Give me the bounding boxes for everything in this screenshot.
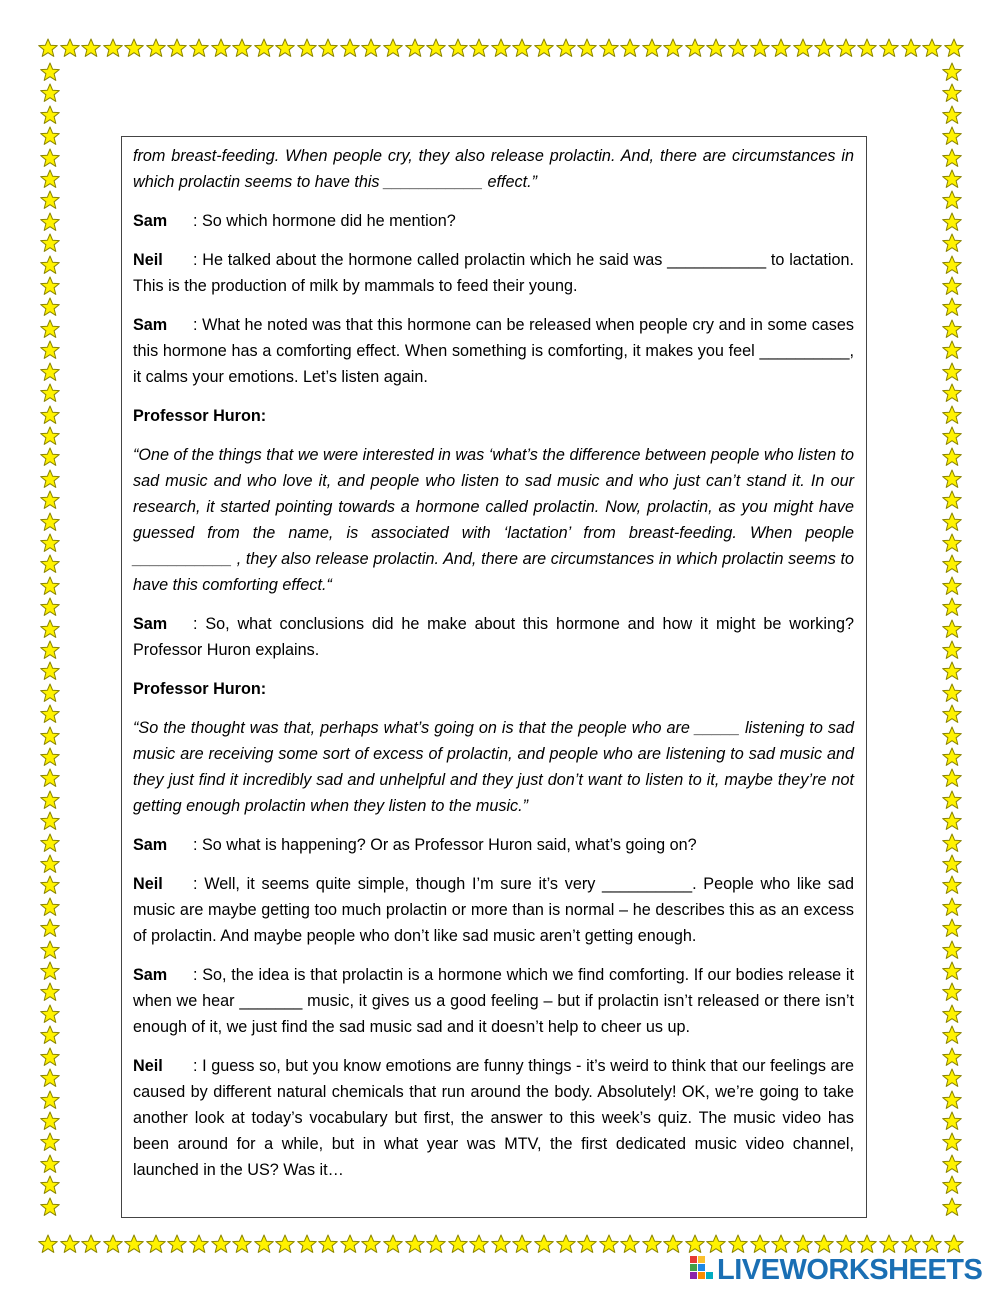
star-icon xyxy=(40,212,60,232)
star-icon xyxy=(942,426,962,446)
speaker-name: Sam xyxy=(133,212,168,230)
star-icon xyxy=(40,426,60,446)
star-border-top xyxy=(38,36,964,60)
star-icon xyxy=(942,490,962,510)
star-icon xyxy=(728,1234,748,1254)
star-icon xyxy=(40,597,60,617)
speaker-heading: Professor Huron: xyxy=(133,407,267,425)
liveworksheets-logo-icon xyxy=(690,1256,714,1284)
star-icon xyxy=(942,875,962,895)
star-icon xyxy=(942,640,962,660)
star-icon xyxy=(942,1068,962,1088)
star-icon xyxy=(556,1234,576,1254)
star-icon xyxy=(642,38,662,58)
star-icon xyxy=(275,38,295,58)
star-icon xyxy=(40,1154,60,1174)
worksheet-text xyxy=(133,143,854,1196)
star-icon xyxy=(857,38,877,58)
star-icon xyxy=(577,1234,597,1254)
star-icon xyxy=(297,1234,317,1254)
star-icon xyxy=(942,704,962,724)
star-icon xyxy=(942,1154,962,1174)
star-icon xyxy=(599,38,619,58)
star-icon xyxy=(40,1047,60,1067)
star-icon xyxy=(942,533,962,553)
star-icon xyxy=(189,1234,209,1254)
star-icon xyxy=(38,38,58,58)
star-icon xyxy=(211,1234,231,1254)
star-icon xyxy=(318,1234,338,1254)
star-icon xyxy=(942,726,962,746)
speaker-name: Neil xyxy=(133,875,163,893)
star-icon xyxy=(942,512,962,532)
star-icon xyxy=(40,469,60,489)
star-icon xyxy=(942,169,962,189)
star-icon xyxy=(40,1025,60,1045)
star-icon xyxy=(857,1234,877,1254)
dialogue-text: : So, what conclusions did he make about this hormone and how it might be working? Professor Huron explains. xyxy=(133,615,854,659)
star-icon xyxy=(81,38,101,58)
star-icon xyxy=(361,1234,381,1254)
star-icon xyxy=(942,747,962,767)
star-icon xyxy=(942,1111,962,1131)
star-icon xyxy=(942,319,962,339)
star-icon xyxy=(942,554,962,574)
star-icon xyxy=(942,854,962,874)
star-icon xyxy=(40,726,60,746)
star-icon xyxy=(942,362,962,382)
star-icon xyxy=(685,1234,705,1254)
star-icon xyxy=(40,918,60,938)
star-icon xyxy=(103,38,123,58)
dialogue-text: : Well, it seems quite simple, though I’m sure it’s very __________. People who like sad music are maybe getting too much prolactin or more than is normal – he describes this as an excess of prolactin. And maybe people who don’t like sad music aren’t getting enough. xyxy=(133,875,854,945)
star-icon xyxy=(40,1004,60,1024)
dialogue-line xyxy=(133,832,854,858)
star-icon xyxy=(40,1068,60,1088)
star-icon xyxy=(40,833,60,853)
star-icon xyxy=(40,319,60,339)
star-icon xyxy=(901,1234,921,1254)
star-icon xyxy=(426,38,446,58)
speaker-name: Neil xyxy=(133,1057,163,1075)
star-icon xyxy=(40,1175,60,1195)
star-icon xyxy=(942,683,962,703)
star-icon xyxy=(942,190,962,210)
star-icon xyxy=(793,38,813,58)
star-icon xyxy=(620,1234,640,1254)
star-icon xyxy=(40,533,60,553)
star-icon xyxy=(942,405,962,425)
star-icon xyxy=(40,490,60,510)
star-icon xyxy=(340,1234,360,1254)
star-icon xyxy=(793,1234,813,1254)
star-icon xyxy=(922,38,942,58)
star-icon xyxy=(275,1234,295,1254)
star-icon xyxy=(40,405,60,425)
star-icon xyxy=(40,854,60,874)
star-icon xyxy=(942,1047,962,1067)
dialogue-line xyxy=(133,611,854,663)
star-icon xyxy=(81,1234,101,1254)
star-icon xyxy=(642,1234,662,1254)
star-icon xyxy=(361,38,381,58)
star-icon xyxy=(40,576,60,596)
star-icon xyxy=(836,38,856,58)
star-icon xyxy=(40,940,60,960)
star-icon xyxy=(40,362,60,382)
quote-paragraph: from breast-feeding. When people cry, they also release prolactin. And, there are circumstances in which prolactin seems to have this ___________ effect.” xyxy=(133,147,854,191)
star-icon xyxy=(942,233,962,253)
star-icon xyxy=(146,38,166,58)
star-icon xyxy=(103,1234,123,1254)
star-icon xyxy=(40,1111,60,1131)
star-icon xyxy=(40,340,60,360)
star-icon xyxy=(942,811,962,831)
star-icon xyxy=(534,38,554,58)
star-border-right xyxy=(940,62,964,1217)
dialogue-line xyxy=(133,312,854,390)
star-icon xyxy=(40,961,60,981)
star-icon xyxy=(728,38,748,58)
star-icon xyxy=(942,619,962,639)
dialogue-line xyxy=(133,871,854,949)
star-icon xyxy=(405,1234,425,1254)
brand-name: LIVEWORKSHEETS xyxy=(717,1254,983,1286)
dialogue-line xyxy=(133,962,854,1040)
star-icon xyxy=(944,1234,964,1254)
star-icon xyxy=(942,62,962,82)
star-icon xyxy=(942,1197,962,1217)
dialogue-line xyxy=(133,247,854,299)
star-icon xyxy=(60,1234,80,1254)
star-icon xyxy=(40,1197,60,1217)
speaker-name: Sam xyxy=(133,615,168,633)
star-icon xyxy=(663,38,683,58)
speaker-name: Sam xyxy=(133,836,168,854)
star-icon xyxy=(814,38,834,58)
star-icon xyxy=(40,383,60,403)
star-icon xyxy=(40,747,60,767)
star-icon xyxy=(944,38,964,58)
star-icon xyxy=(40,619,60,639)
dialogue-text: : I guess so, but you know emotions are funny things - it’s weird to think that our feelings are caused by different natural chemicals that run around the body. Absolutely! OK, we’re going to take another look at today’s vocabulary but first, the answer to this week’s quiz. The music video has been around for a while, but in what year was MTV, the first dedicated music video channel, launched in the US? Was it… xyxy=(133,1057,854,1179)
dialogue-text: : He talked about the hormone called prolactin which he said was ___________ to lactation. This is the production of milk by mammals to feed their young. xyxy=(133,251,854,295)
star-icon xyxy=(663,1234,683,1254)
speaker-heading: Professor Huron: xyxy=(133,680,267,698)
star-icon xyxy=(512,1234,532,1254)
star-icon xyxy=(814,1234,834,1254)
star-icon xyxy=(942,255,962,275)
star-icon xyxy=(942,212,962,232)
star-icon xyxy=(40,982,60,1002)
star-icon xyxy=(469,38,489,58)
star-icon xyxy=(942,1090,962,1110)
star-icon xyxy=(448,38,468,58)
star-icon xyxy=(38,1234,58,1254)
star-icon xyxy=(556,38,576,58)
star-icon xyxy=(40,190,60,210)
star-border-bottom xyxy=(38,1232,964,1256)
star-icon xyxy=(40,105,60,125)
star-icon xyxy=(40,875,60,895)
star-icon xyxy=(942,1025,962,1045)
star-icon xyxy=(942,105,962,125)
speaker-name: Sam xyxy=(133,966,168,984)
star-icon xyxy=(254,1234,274,1254)
star-icon xyxy=(448,1234,468,1254)
star-icon xyxy=(922,1234,942,1254)
star-icon xyxy=(942,982,962,1002)
dialogue-line xyxy=(133,1053,854,1183)
star-icon xyxy=(942,1132,962,1152)
star-icon xyxy=(706,1234,726,1254)
star-icon xyxy=(942,297,962,317)
star-icon xyxy=(942,340,962,360)
star-icon xyxy=(942,469,962,489)
star-icon xyxy=(60,38,80,58)
star-icon xyxy=(750,1234,770,1254)
star-icon xyxy=(942,961,962,981)
star-icon xyxy=(706,38,726,58)
star-icon xyxy=(40,661,60,681)
star-icon xyxy=(40,768,60,788)
star-icon xyxy=(124,38,144,58)
star-icon xyxy=(577,38,597,58)
star-icon xyxy=(40,554,60,574)
star-icon xyxy=(405,38,425,58)
star-icon xyxy=(40,297,60,317)
star-icon xyxy=(942,1175,962,1195)
star-icon xyxy=(942,918,962,938)
star-icon xyxy=(40,148,60,168)
star-icon xyxy=(40,169,60,189)
star-icon xyxy=(211,38,231,58)
star-icon xyxy=(318,38,338,58)
star-icon xyxy=(599,1234,619,1254)
star-icon xyxy=(40,790,60,810)
star-icon xyxy=(771,1234,791,1254)
star-icon xyxy=(942,447,962,467)
star-icon xyxy=(942,576,962,596)
star-icon xyxy=(942,897,962,917)
star-icon xyxy=(942,833,962,853)
star-icon xyxy=(942,661,962,681)
star-border-left xyxy=(38,62,62,1217)
star-icon xyxy=(942,768,962,788)
star-icon xyxy=(146,1234,166,1254)
star-icon xyxy=(40,276,60,296)
star-icon xyxy=(40,447,60,467)
star-icon xyxy=(232,1234,252,1254)
star-icon xyxy=(167,38,187,58)
star-icon xyxy=(340,38,360,58)
dialogue-text: : So which hormone did he mention? xyxy=(193,212,456,230)
star-icon xyxy=(901,38,921,58)
star-icon xyxy=(124,1234,144,1254)
star-icon xyxy=(40,640,60,660)
star-icon xyxy=(685,38,705,58)
star-icon xyxy=(40,255,60,275)
star-icon xyxy=(469,1234,489,1254)
star-icon xyxy=(40,897,60,917)
star-icon xyxy=(383,38,403,58)
star-icon xyxy=(942,276,962,296)
speaker-name: Sam xyxy=(133,316,168,334)
star-icon xyxy=(167,1234,187,1254)
star-icon xyxy=(297,38,317,58)
star-icon xyxy=(534,1234,554,1254)
quote-paragraph: “So the thought was that, perhaps what’s going on is that the people who are _____ listening to sad music are receiving some sort of excess of prolactin, and people who are listening to sad music and they just find it incredibly sad and unhelpful and they just don’t want to listen to it, maybe they’re not getting enough prolactin when they listen to the music.” xyxy=(133,719,854,815)
dialogue-line xyxy=(133,208,854,234)
star-icon xyxy=(491,38,511,58)
star-icon xyxy=(942,790,962,810)
star-icon xyxy=(40,811,60,831)
star-icon xyxy=(771,38,791,58)
star-icon xyxy=(232,38,252,58)
star-icon xyxy=(836,1234,856,1254)
star-icon xyxy=(879,38,899,58)
star-icon xyxy=(942,383,962,403)
star-icon xyxy=(620,38,640,58)
star-icon xyxy=(254,38,274,58)
star-icon xyxy=(189,38,209,58)
star-icon xyxy=(40,62,60,82)
dialogue-text: : So what is happening? Or as Professor Huron said, what’s going on? xyxy=(193,836,697,854)
star-icon xyxy=(40,512,60,532)
star-icon xyxy=(40,1090,60,1110)
star-icon xyxy=(40,683,60,703)
dialogue-text: : So, the idea is that prolactin is a hormone which we find comforting. If our bodies release it when we hear _______ music, it gives us a good feeling – but if prolactin isn’t released or there isn’t enough of it, we just find the sad music sad and it doesn’t help to cheer us up. xyxy=(133,966,854,1036)
star-icon xyxy=(40,704,60,724)
star-icon xyxy=(40,83,60,103)
speaker-name: Neil xyxy=(133,251,163,269)
quote-paragraph: “One of the things that we were interested in was ‘what’s the difference between people who listen to sad music and who love it, and people who listen to sad music and who just can’t stand it. In our research, it started pointing towards a hormone called prolactin. Now, prolactin, as you might have guessed from the name, is associated with ‘lactation’ from breast-feeding. When people ___________ , they also release prolactin. And, there are circumstances in which prolactin seems to have this comforting effect.“ xyxy=(133,446,854,594)
star-icon xyxy=(879,1234,899,1254)
star-icon xyxy=(942,126,962,146)
star-icon xyxy=(40,126,60,146)
star-icon xyxy=(40,233,60,253)
dialogue-text: : What he noted was that this hormone can be released when people cry and in some cases this hormone has a comforting effect. When something is comforting, it makes you feel __________, it calms your emotions. Let’s listen again. xyxy=(133,316,854,386)
star-icon xyxy=(491,1234,511,1254)
star-icon xyxy=(942,597,962,617)
star-icon xyxy=(942,148,962,168)
star-icon xyxy=(750,38,770,58)
star-icon xyxy=(942,1004,962,1024)
star-icon xyxy=(512,38,532,58)
star-icon xyxy=(942,83,962,103)
star-icon xyxy=(942,940,962,960)
star-icon xyxy=(383,1234,403,1254)
star-icon xyxy=(40,1132,60,1152)
liveworksheets-brand xyxy=(690,1254,982,1286)
star-icon xyxy=(426,1234,446,1254)
